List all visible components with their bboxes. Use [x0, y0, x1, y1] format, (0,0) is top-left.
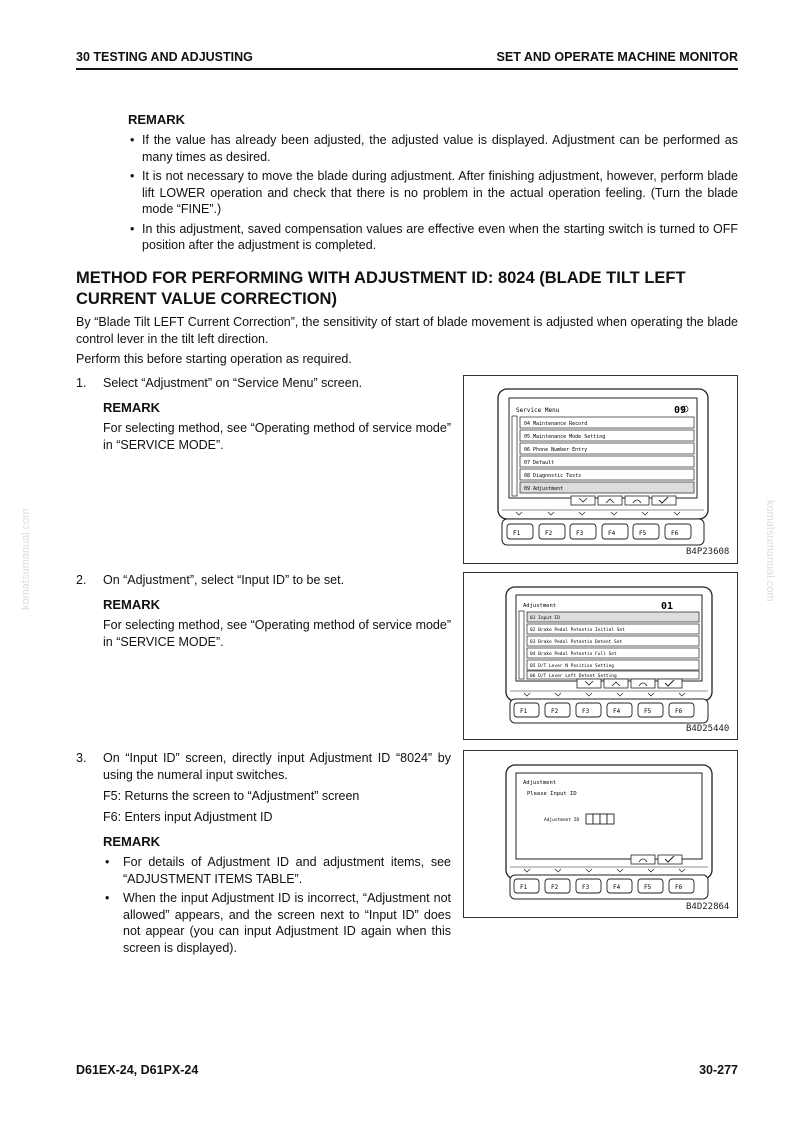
screen-corner-number: 09: [674, 405, 687, 416]
header-left: 30 TESTING AND ADJUSTING: [76, 50, 253, 64]
step-remark: For selecting method, see “Operating method of service mode” in “SERVICE MODE”.: [103, 618, 451, 649]
remark-heading: REMARK: [103, 834, 161, 849]
page-number: 30-277: [699, 1063, 738, 1077]
figure-input-id: [463, 750, 738, 918]
step-number: 1.: [76, 376, 87, 390]
menu-item: 08 Diagnostic Tests: [524, 473, 582, 479]
intro-bullet: • In this adjustment, saved compensation values are effective even when the starting switch is turned to OFF position after the adjustment is completed.: [128, 221, 738, 254]
watermark-right: komatsumanual.com: [764, 500, 776, 602]
section-paragraph: By “Blade Tilt LEFT Current Correction”, the sensitivity of start of blade movement is adjusted when operating the blade control lever in the tilt left direction.: [76, 315, 738, 346]
fkey-label: F4: [608, 530, 616, 537]
fkey-label: F4: [613, 708, 621, 715]
menu-item-selected: 01 Input ID: [530, 616, 560, 621]
step-remark: For selecting method, see “Operating method of service mode” in “SERVICE MODE”.: [103, 421, 451, 452]
fkey-label: F6: [671, 530, 679, 537]
fkey-label: F6: [675, 708, 683, 715]
fkey-label: F2: [551, 708, 559, 715]
remark-heading: REMARK: [103, 597, 161, 612]
fkey-label: F5: [644, 884, 652, 891]
remark-heading: REMARK: [103, 400, 161, 415]
step-f5-note: F5: Returns the screen to “Adjustment” screen: [103, 789, 360, 803]
fkey-label: F1: [513, 530, 521, 537]
screen-subtitle: Please Input ID: [527, 791, 577, 797]
footer-model: D61EX-24, D61PX-24: [76, 1063, 199, 1077]
fkey-label: F5: [644, 708, 652, 715]
fkey-label: F1: [520, 884, 528, 891]
menu-item: 03 Brake Pedal Potentio Detent Set: [530, 640, 623, 645]
remark-heading: REMARK: [128, 112, 186, 127]
fkey-label: F3: [582, 708, 590, 715]
step-number: 3.: [76, 751, 87, 765]
fkey-label: F1: [520, 708, 528, 715]
figure-code: B4P23608: [686, 547, 730, 557]
figure-code: B4D22864: [686, 902, 730, 912]
section-title: METHOD FOR PERFORMING WITH ADJUSTMENT ID: 8024 (BLADE TILT LEFT CURRENT VALUE CORRECTION): [76, 269, 686, 308]
intro-bullet: • It is not necessary to move the blade during adjustment. After finishing adjustment, however, perform blade lift LOWER operation and check that there is no problem in the actual operation feeling. (Turn the blade mode “FINE”.): [128, 168, 738, 218]
menu-item: 04 Maintenance Record: [524, 421, 588, 427]
figure-code: B4D25440: [686, 724, 730, 734]
step-text: On “Adjustment”, select “Input ID” to be set.: [103, 573, 345, 587]
menu-item-selected: 09 Adjustment: [524, 486, 564, 492]
menu-item: 05 Maintenance Mode Setting: [524, 434, 606, 440]
fkey-label: F2: [545, 530, 553, 537]
menu-item: 06 Phone Number Entry: [524, 447, 588, 453]
menu-item: 06 D/T Lever Left Detent Setting: [530, 674, 617, 679]
figure-adjustment-menu: [463, 572, 738, 740]
page-footer: [76, 1063, 738, 1077]
fkey-label: F3: [582, 884, 590, 891]
header-right: SET AND OPERATE MACHINE MONITOR: [496, 50, 738, 64]
page-header: [76, 48, 738, 70]
section-paragraph: Perform this before starting operation as required.: [76, 352, 352, 366]
watermark-left: komatsumanual.com: [20, 508, 32, 610]
step-text: On “Input ID” screen, directly input Adjustment ID “8024” by using the numeral input switches.: [103, 751, 451, 782]
step-remark-bullet: • When the input Adjustment ID is incorrect, “Adjustment not allowed” appears, and the screen next to “Input ID” does not appear (you can input Adjustment ID again when this screen is displayed).: [103, 890, 451, 956]
menu-item: 05 D/T Lever N Position Setting: [530, 664, 614, 669]
step-number: 2.: [76, 573, 87, 587]
step-text: Select “Adjustment” on “Service Menu” screen.: [103, 376, 363, 390]
fkey-label: F4: [613, 884, 621, 891]
intro-remark: [128, 112, 738, 254]
fkey-label: F2: [551, 884, 559, 891]
menu-item: 04 Brake Pedal Potentio Full Set: [530, 652, 617, 657]
intro-bullet: • If the value has already been adjusted, the adjusted value is displayed. Adjustment can be performed as many times as desired.: [128, 132, 738, 165]
function-keys: [502, 519, 704, 545]
adjustment-id-input: [586, 814, 614, 824]
fkey-label: F5: [639, 530, 647, 537]
screen-title: Adjustment: [523, 780, 557, 786]
screen-title: Service Menu: [516, 407, 560, 414]
adjustment-id-label: Adjustment ID: [544, 818, 580, 823]
step-remark-list: [103, 854, 451, 956]
fkey-label: F3: [576, 530, 584, 537]
fkey-label: F6: [675, 884, 683, 891]
figure-service-menu: [463, 375, 738, 564]
menu-item: 07 Default: [524, 460, 555, 466]
screen-title: Adjustment: [523, 603, 557, 609]
step-f6-note: F6: Enters input Adjustment ID: [103, 810, 273, 824]
step-remark-bullet: • For details of Adjustment ID and adjustment items, see “ADJUSTMENT ITEMS TABLE”.: [103, 854, 451, 887]
function-keys: [510, 875, 708, 899]
function-keys: [510, 699, 708, 723]
screen-corner-number: 01: [661, 601, 674, 612]
menu-item: 02 Brake Pedal Potentio Initial Set: [530, 628, 625, 633]
